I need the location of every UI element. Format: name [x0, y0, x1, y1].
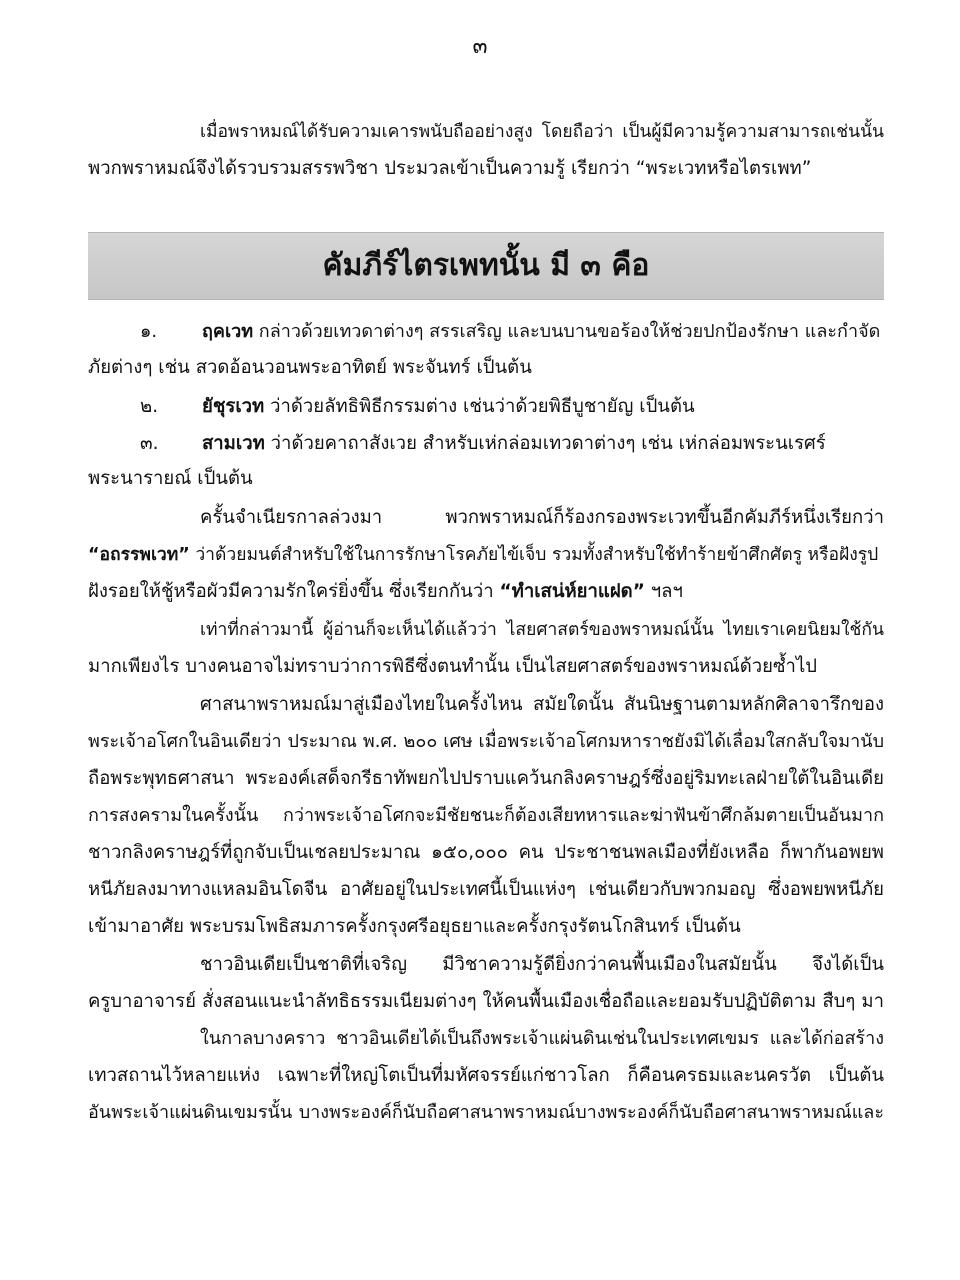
list-item-3-continuation: พระนารายณ์ เป็นต้น	[88, 468, 253, 489]
paragraph-line: เทวสถานไว้หลายแห่ง เฉพาะที่ใหญ่โตเป็นที่มหัศจรรย์แก่ชาวโลก ก็คือนครธมและนครวัต เป็นต้น	[88, 1065, 884, 1086]
list-item-number: ๑.	[140, 321, 158, 342]
paragraph-line	[88, 540, 884, 570]
paragraph-line: ชาวกลิงคราษฎร์ที่ถูกจับเป็นเชลยประมาณ ๑๕๐,๐๐๐ คน ประชาชนพลเมืองที่ยังเหลือ ก็พากันอพยพ	[88, 842, 884, 863]
list-item-title: ยัชุรเวท	[202, 396, 265, 417]
paragraph-line: ครั้นจำเนียรกาลล่วงมา พวกพราหมณ์ก็ร้องกรองพระเวทขึ้นอีกคัมภีร์หนึ่งเรียกว่า	[200, 507, 884, 528]
section-heading-box	[88, 232, 884, 300]
paragraph-line: การสงครามในครั้งนั้น กว่าพระเจ้าอโศกจะมีชัยชนะก็ต้องเสียทหารและฆ่าฟันข้าศึกล้มตายเป็นอันมาก	[88, 805, 884, 826]
paragraph-line: ถือพระพุทธศาสนา พระองค์เสด็จกรีธาทัพยกไปปราบแคว้นกลิงคราษฎร์ซึ่งอยู่ริมทะเลฝ่ายใต้ในอินเดีย	[88, 768, 884, 789]
paragraph-line: อันพระเจ้าแผ่นดินเขมรนั้น บางพระองค์ก็นับถือศาสนาพราหมณ์บางพระองค์ก็นับถือศาสนาพราหมณ์และ	[88, 1102, 884, 1123]
paragraph-line	[88, 577, 884, 607]
list-item-text: กล่าวด้วยเทวดาต่างๆ สรรเสริญ และบนบานขอร้องให้ช่วยปกป้องรักษา และกำจัด	[253, 321, 881, 342]
list-item-number: ๒.	[140, 396, 159, 417]
list-item-number: ๓.	[140, 433, 159, 454]
list-item-3	[140, 429, 884, 459]
paragraph-line: ชาวอินเดียเป็นชาติที่เจริญ มีวิชาความรู้ดียิ่งกว่าคนพื้นเมืองในสมัยนั้น จึงได้เป็น	[200, 954, 884, 975]
paragraph-line: หนีภัยลงมาทางแหลมอินโดจีน อาศัยอยู่ในประเทศนี้เป็นแห่งๆ เช่นเดียวกับพวกมอญ ซึ่งอพยพหนีภัย	[88, 879, 884, 900]
intro-line-2: พวกพราหมณ์จึงได้รวบรวมสรรพวิชา ประมวลเข้าเป็นความรู้ เรียกว่า “พระเวทหรือไตรเพท”	[88, 158, 812, 179]
paragraph-text: ฯลฯ	[644, 581, 683, 602]
list-item-text: ว่าด้วยคาถาสังเวย สำหรับเห่กล่อมเทวดาต่างๆ เช่น เห่กล่อมพระนเรศร์	[264, 433, 826, 454]
list-item-2	[140, 392, 884, 422]
list-item-text: ว่าด้วยลัทธิพิธีกรรมต่าง เช่นว่าด้วยพิธีบูชายัญ เป็นต้น	[264, 396, 695, 417]
paragraph-line: ครูบาอาจารย์ สั่งสอนแนะนำลัทธิธรรมเนียมต่างๆ ให้คนพื้นเมืองเชื่อถือและยอมรับปฏิบัติตาม สืบๆ มา	[88, 991, 884, 1012]
list-item-1-continuation: ภัยต่างๆ เช่น สวดอ้อนวอนพระอาทิตย์ พระจันทร์ เป็นต้น	[88, 357, 532, 378]
paragraph-line: เข้ามาอาศัย พระบรมโพธิสมภารครั้งกรุงศรีอยุธยาและครั้งกรุงรัตนโกสินทร์ เป็นต้น	[88, 916, 741, 937]
list-item-1	[140, 317, 884, 347]
page-number: ๓	[472, 34, 488, 59]
section-heading: คัมภีร์ไตรเพทนั้น มี ๓ คือ	[322, 248, 650, 283]
paragraph-line: เท่าที่กล่าวมานี้ ผู้อ่านก็จะเห็นได้แล้วว่า ไสยศาสตร์ของพราหมณ์นั้น ไทยเราเคยนิยมใช้กัน	[200, 620, 884, 640]
paragraph-text: ว่าด้วยมนต์สำหรับใช้ในการรักษาโรคภัยไข้เจ็บ รวมทั้งสำหรับใช้ทำร้ายข้าศึกศัตรู หรือฝังรูป	[189, 545, 879, 565]
paragraph-text: ฝังรอยให้ชู้หรือผัวมีความรักใคร่ยิ่งขึ้น ซึ่งเรียกกันว่า	[88, 581, 500, 602]
intro-line-1: เมื่อพราหมณ์ได้รับความเคารพนับถืออย่างสูง โดยถือว่า เป็นผู้มีความรู้ความสามารถเช่นนั้น	[200, 122, 884, 142]
paragraph-line: มากเพียงไร บางคนอาจไม่ทราบว่าการพิธีซึ่งตนทำนั้น เป็นไสยศาสตร์ของพราหมณ์ด้วยซ้ำไป	[88, 656, 817, 677]
list-item-title: สามเวท	[202, 433, 265, 454]
paragraph-line: ในกาลบางคราว ชาวอินเดียได้เป็นถึงพระเจ้าแผ่นดินเช่นในประเทศเขมร และได้ก่อสร้าง	[200, 1028, 884, 1049]
paragraph-line: ศาสนาพราหมณ์มาสู่เมืองไทยในครั้งไหน สมัยใดนั้น สันนิษฐานตามหลักศิลาจารึกของ	[200, 694, 884, 715]
term-atharvaveda: “อถรรพเวท”	[88, 545, 190, 565]
term-love-charm: “ทำเสน่ห์ยาแฝด”	[499, 581, 645, 602]
list-item-title: ฤคเวท	[202, 321, 254, 342]
paragraph-line: พระเจ้าอโศกในอินเดียว่า ประมาณ พ.ศ. ๒๐๐ เศษ เมื่อพระเจ้าอโศกมหาราชยังมิได้เลื่อมใสกลับใจมานับ	[88, 731, 884, 752]
